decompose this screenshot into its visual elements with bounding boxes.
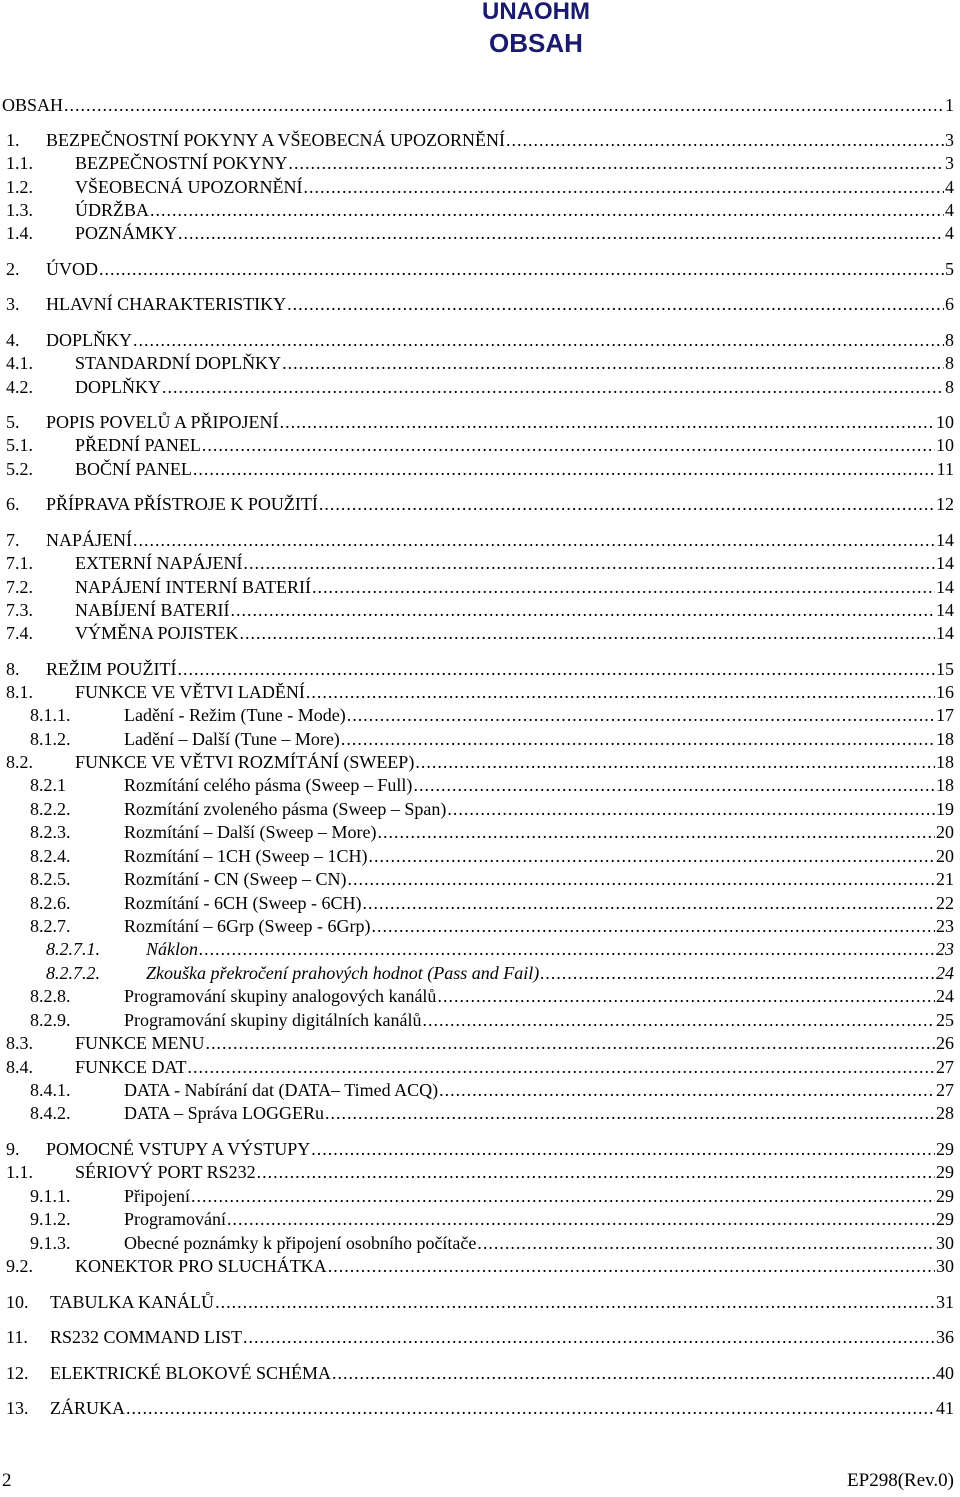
toc-entry[interactable] bbox=[6, 127, 954, 151]
toc-entry-title: Programování skupiny digitálních kanálů bbox=[124, 1010, 422, 1030]
toc-entry[interactable] bbox=[6, 1159, 954, 1183]
toc-entry-title: Programování bbox=[124, 1209, 226, 1229]
toc-leader-dots bbox=[99, 258, 944, 280]
toc-entry[interactable] bbox=[6, 1324, 954, 1348]
toc-entry-title: RS232 COMMAND LIST bbox=[50, 1327, 243, 1347]
toc-entry[interactable] bbox=[2, 92, 954, 116]
toc-entry-page: 27 bbox=[936, 1057, 954, 1077]
toc-leader-dots bbox=[177, 658, 935, 680]
toc-entry[interactable] bbox=[6, 749, 954, 773]
toc-entry-title: POPIS POVELŮ A PŘIPOJENÍ bbox=[46, 412, 279, 432]
toc-leader-dots bbox=[319, 493, 935, 515]
toc-entry-title: DATA - Nabírání dat (DATA– Timed ACQ) bbox=[124, 1080, 439, 1100]
toc-entry-title: Zkouška překročení prahových hodnot (Pass and Fail) bbox=[146, 963, 540, 983]
toc-entry-page: 27 bbox=[936, 1080, 954, 1100]
toc-leader-dots bbox=[477, 1232, 935, 1254]
toc-entry-title: BEZPEČNOSTNÍ POKYNY A VŠEOBECNÁ UPOZORNĚNÍ bbox=[46, 130, 506, 150]
toc-entry-number: 8.2.1 bbox=[30, 775, 66, 795]
toc-entry-title: VŠEOBECNÁ UPOZORNĚNÍ bbox=[75, 177, 303, 197]
toc-entry-page: 29 bbox=[936, 1209, 954, 1229]
toc-entry-number: 7.1. bbox=[6, 553, 33, 573]
toc-entry[interactable] bbox=[6, 491, 954, 515]
toc-entry-page: 24 bbox=[936, 963, 954, 983]
toc-entry-title: Připojení bbox=[124, 1186, 190, 1206]
toc-entry-page: 23 bbox=[936, 916, 954, 936]
toc-entry-title: DATA – Správa LOGGERu bbox=[124, 1103, 325, 1123]
toc-entry-number: 8.2. bbox=[6, 752, 33, 772]
toc-entry-number: 4. bbox=[6, 330, 20, 350]
toc-entry[interactable] bbox=[6, 1253, 954, 1277]
toc-leader-dots bbox=[439, 1079, 935, 1101]
toc-entry-title: Ladění – Další (Tune – More) bbox=[124, 729, 340, 749]
toc-entry-number: 9.2. bbox=[6, 1256, 33, 1276]
toc-entry[interactable] bbox=[30, 726, 954, 750]
toc-entry[interactable] bbox=[6, 1360, 954, 1384]
toc-entry-title: TABULKA KANÁLŮ bbox=[50, 1292, 215, 1312]
toc-entry-page: 10 bbox=[936, 412, 954, 432]
toc-entry[interactable] bbox=[46, 960, 954, 984]
toc-entry-number: 1.1. bbox=[6, 153, 33, 173]
toc-entry[interactable] bbox=[6, 574, 954, 598]
toc-entry-title: SÉRIOVÝ PORT RS232 bbox=[75, 1162, 256, 1182]
toc-entry-page: 4 bbox=[945, 177, 954, 197]
toc-entry[interactable] bbox=[6, 1395, 954, 1419]
toc-leader-dots bbox=[341, 728, 935, 750]
toc-entry-page: 40 bbox=[936, 1363, 954, 1383]
toc-leader-dots bbox=[540, 962, 935, 984]
toc-entry-number: 5. bbox=[6, 412, 20, 432]
toc-entry-title: FUNKCE DAT bbox=[75, 1057, 187, 1077]
toc-entry-page: 29 bbox=[936, 1186, 954, 1206]
toc-entry-page: 6 bbox=[945, 294, 954, 314]
toc-entry-number: 8.2.8. bbox=[30, 986, 71, 1006]
toc-entry[interactable] bbox=[6, 350, 954, 374]
toc-entry[interactable] bbox=[6, 220, 954, 244]
toc-leader-dots bbox=[306, 681, 935, 703]
toc-entry-number: 9.1.2. bbox=[30, 1209, 71, 1229]
toc-entry-page: 21 bbox=[936, 869, 954, 889]
toc-entry-page: 20 bbox=[936, 822, 954, 842]
toc-entry[interactable] bbox=[30, 866, 954, 890]
toc-entry-number: 8.2.9. bbox=[30, 1010, 71, 1030]
toc-entry-title: FUNKCE VE VĚTVI LADĚNÍ bbox=[75, 682, 305, 702]
toc-leader-dots bbox=[280, 411, 935, 433]
footer-page-number: 2 bbox=[2, 1470, 12, 1491]
toc-entry-title: REŽIM POUŽITÍ bbox=[46, 659, 177, 679]
toc-entry-page: 14 bbox=[936, 577, 954, 597]
toc-leader-dots bbox=[243, 552, 935, 574]
toc-leader-dots bbox=[304, 176, 944, 198]
toc-entry-title: ZÁRUKA bbox=[50, 1398, 125, 1418]
toc-entry[interactable] bbox=[6, 150, 954, 174]
toc-entry-number: 6. bbox=[6, 494, 20, 514]
toc-leader-dots bbox=[377, 821, 935, 843]
toc-entry-number: 1.4. bbox=[6, 223, 33, 243]
toc-entry-number: 1. bbox=[6, 130, 20, 150]
toc-entry-number: 8.1.2. bbox=[30, 729, 71, 749]
toc-entry-title: EXTERNÍ NAPÁJENÍ bbox=[75, 553, 243, 573]
toc-entry-title: BOČNÍ PANEL bbox=[75, 459, 192, 479]
toc-entry-number: 1.2. bbox=[6, 177, 33, 197]
toc-leader-dots bbox=[150, 199, 944, 221]
toc-entry[interactable] bbox=[6, 1030, 954, 1054]
toc-entry-number: 8.4.2. bbox=[30, 1103, 71, 1123]
toc-leader-dots bbox=[206, 1032, 935, 1054]
toc-entry-number: 10. bbox=[6, 1292, 29, 1312]
toc-leader-dots bbox=[368, 845, 935, 867]
toc-entry-page: 1 bbox=[945, 95, 954, 115]
toc-leader-dots bbox=[311, 1138, 935, 1160]
toc-entry-page: 19 bbox=[936, 799, 954, 819]
toc-entry[interactable] bbox=[6, 656, 954, 680]
toc-entry-number: 3. bbox=[6, 294, 20, 314]
toc-entry-page: 3 bbox=[945, 153, 954, 173]
toc-leader-dots bbox=[332, 1362, 935, 1384]
toc-leader-dots bbox=[362, 892, 935, 914]
toc-entry-number: 9.1.1. bbox=[30, 1186, 71, 1206]
toc-entry-number: 8.2.7. bbox=[30, 916, 71, 936]
toc-entry-page: 18 bbox=[936, 729, 954, 749]
toc-entry-number: 8.2.7.1. bbox=[46, 939, 100, 959]
toc-entry[interactable] bbox=[6, 197, 954, 221]
toc-entry[interactable] bbox=[6, 597, 954, 621]
toc-entry-page: 20 bbox=[936, 846, 954, 866]
toc-leader-dots bbox=[243, 1326, 935, 1348]
toc-entry-title: DOPLŇKY bbox=[75, 377, 162, 397]
toc-entry-number: 11. bbox=[6, 1327, 28, 1347]
toc-entry-page: 8 bbox=[945, 377, 954, 397]
toc-entry[interactable] bbox=[30, 702, 954, 726]
toc-leader-dots bbox=[282, 352, 944, 374]
toc-entry-page: 16 bbox=[936, 682, 954, 702]
toc-entry-title: STANDARDNÍ DOPLŇKY bbox=[75, 353, 282, 373]
toc-entry-page: 18 bbox=[936, 775, 954, 795]
toc-entry-title: Obecné poznámky k připojení osobního počítače bbox=[124, 1233, 477, 1253]
toc-entry-title: BEZPEČNOSTNÍ POKYNY bbox=[75, 153, 288, 173]
toc-entry-page: 22 bbox=[936, 893, 954, 913]
toc-entry[interactable] bbox=[30, 1007, 954, 1031]
toc-entry-title: NAPÁJENÍ INTERNÍ BATERIÍ bbox=[75, 577, 311, 597]
toc-leader-dots bbox=[347, 868, 935, 890]
toc-entry-page: 17 bbox=[936, 705, 954, 725]
toc-entry-title: Rozmítání - CN (Sweep – CN) bbox=[124, 869, 347, 889]
toc-leader-dots bbox=[191, 1185, 935, 1207]
toc-entry-title: Ladění - Režim (Tune - Mode) bbox=[124, 705, 346, 725]
toc-entry-page: 26 bbox=[936, 1033, 954, 1053]
toc-leader-dots bbox=[447, 798, 935, 820]
toc-entry-number: 8.2.5. bbox=[30, 869, 71, 889]
toc-entry[interactable] bbox=[6, 550, 954, 574]
toc-entry-title: NAPÁJENÍ bbox=[46, 530, 133, 550]
toc-entry-page: 18 bbox=[936, 752, 954, 772]
toc-entry[interactable] bbox=[6, 1136, 954, 1160]
toc-entry[interactable] bbox=[30, 1077, 954, 1101]
toc-entry-page: 14 bbox=[936, 623, 954, 643]
toc-entry[interactable] bbox=[6, 432, 954, 456]
toc-entry-number: 8.4.1. bbox=[30, 1080, 71, 1100]
toc-entry[interactable] bbox=[30, 1206, 954, 1230]
toc-entry-title: ELEKTRICKÉ BLOKOVÉ SCHÉMA bbox=[50, 1363, 331, 1383]
toc-entry-page: 36 bbox=[936, 1327, 954, 1347]
toc-entry[interactable] bbox=[6, 374, 954, 398]
toc-entry-number: 5.1. bbox=[6, 435, 33, 455]
toc-entry-page: 8 bbox=[945, 353, 954, 373]
toc-entry-number: 1.1. bbox=[6, 1162, 33, 1182]
toc-entry-number: 12. bbox=[6, 1363, 29, 1383]
page-title: OBSAH bbox=[489, 28, 583, 58]
toc-entry-page: 8 bbox=[945, 330, 954, 350]
toc-entry-number: 8.1. bbox=[6, 682, 33, 702]
toc-entry-page: 5 bbox=[945, 259, 954, 279]
toc-leader-dots bbox=[347, 704, 935, 726]
toc-entry-title: Rozmítání – 6Grp (Sweep - 6Grp) bbox=[124, 916, 371, 936]
toc-leader-dots bbox=[422, 1009, 935, 1031]
toc-entry-number: 1.3. bbox=[6, 200, 33, 220]
toc-leader-dots bbox=[64, 94, 944, 116]
toc-leader-dots bbox=[133, 329, 944, 351]
toc-entry-number: 4.1. bbox=[6, 353, 33, 373]
toc-entry[interactable] bbox=[30, 1230, 954, 1254]
toc-leader-dots bbox=[289, 152, 944, 174]
header-brand: UNAOHM bbox=[482, 0, 590, 25]
toc-leader-dots bbox=[328, 1255, 935, 1277]
toc-entry-number: 8.2.6. bbox=[30, 893, 71, 913]
toc-entry-number: 7.3. bbox=[6, 600, 33, 620]
toc-entry-number: 8.1.1. bbox=[30, 705, 71, 725]
toc-leader-dots bbox=[231, 599, 936, 621]
toc-leader-dots bbox=[413, 774, 935, 796]
toc-entry[interactable] bbox=[30, 796, 954, 820]
toc-entry-title: Náklon bbox=[146, 939, 198, 959]
toc-leader-dots bbox=[437, 985, 935, 1007]
toc-entry-number: 8.2.7.2. bbox=[46, 963, 100, 983]
toc-entry-page: 11 bbox=[936, 459, 954, 479]
toc-leader-dots bbox=[133, 529, 935, 551]
toc-entry[interactable] bbox=[6, 1289, 954, 1313]
toc-entry-page: 4 bbox=[945, 223, 954, 243]
toc-entry-title: KONEKTOR PRO SLUCHÁTKA bbox=[75, 1256, 327, 1276]
toc-entry[interactable] bbox=[6, 174, 954, 198]
toc-entry-page: 15 bbox=[936, 659, 954, 679]
toc-entry[interactable] bbox=[6, 409, 954, 433]
toc-entry[interactable] bbox=[6, 256, 954, 280]
toc-leader-dots bbox=[287, 293, 944, 315]
toc-entry-title: DOPLŇKY bbox=[46, 330, 133, 350]
toc-entry-title: ÚVOD bbox=[46, 259, 98, 279]
toc-entry-number: 9. bbox=[6, 1139, 20, 1159]
toc-entry-title: Programování skupiny analogových kanálů bbox=[124, 986, 437, 1006]
toc-leader-dots bbox=[199, 938, 935, 960]
toc-entry[interactable] bbox=[30, 843, 954, 867]
toc-entry-number: 8.2.4. bbox=[30, 846, 71, 866]
toc-leader-dots bbox=[162, 376, 944, 398]
toc-entry-title: POZNÁMKY bbox=[75, 223, 178, 243]
toc-leader-dots bbox=[312, 576, 935, 598]
toc-entry-number: 7.4. bbox=[6, 623, 33, 643]
toc-entry-number: 8.4. bbox=[6, 1057, 33, 1077]
toc-entry-number: 2. bbox=[6, 259, 20, 279]
toc-entry[interactable] bbox=[30, 772, 954, 796]
toc-entry[interactable] bbox=[6, 291, 954, 315]
toc-entry[interactable] bbox=[6, 327, 954, 351]
toc-entry-number: 13. bbox=[6, 1398, 29, 1418]
toc-entry-title: Rozmítání - 6CH (Sweep - 6CH) bbox=[124, 893, 362, 913]
toc-leader-dots bbox=[240, 622, 935, 644]
toc-entry-number: 8.2.2. bbox=[30, 799, 71, 819]
toc-entry[interactable] bbox=[30, 913, 954, 937]
toc-entry-number: 4.2. bbox=[6, 377, 33, 397]
toc-leader-dots bbox=[178, 222, 944, 244]
toc-entry-number: OBSAH bbox=[2, 95, 64, 115]
toc-entry-number: 9.1.3. bbox=[30, 1233, 71, 1253]
toc-leader-dots bbox=[325, 1102, 935, 1124]
toc-leader-dots bbox=[188, 1056, 935, 1078]
toc-entry[interactable] bbox=[30, 890, 954, 914]
toc-entry[interactable] bbox=[6, 620, 954, 644]
toc-entry-title: NABÍJENÍ BATERIÍ bbox=[75, 600, 230, 620]
toc-entry[interactable] bbox=[6, 1054, 954, 1078]
toc-entry-page: 4 bbox=[945, 200, 954, 220]
toc-entry-title: VÝMĚNA POJISTEK bbox=[75, 623, 239, 643]
toc-entry-title: Rozmítání zvoleného pásma (Sweep – Span) bbox=[124, 799, 447, 819]
toc-entry-page: 41 bbox=[936, 1398, 954, 1418]
toc-entry-page: 23 bbox=[936, 939, 954, 959]
toc-entry-page: 25 bbox=[936, 1010, 954, 1030]
toc-entry-page: 10 bbox=[936, 435, 954, 455]
toc-entry-title: ÚDRŽBA bbox=[75, 200, 150, 220]
toc-entry[interactable] bbox=[30, 1100, 954, 1124]
toc-entry[interactable] bbox=[6, 527, 954, 551]
toc-entry[interactable] bbox=[6, 456, 954, 480]
toc-entry-title: PŘÍPRAVA PŘÍSTROJE K POUŽITÍ bbox=[46, 494, 318, 514]
toc-entry-number: 5.2. bbox=[6, 459, 33, 479]
toc-entry-title: PŘEDNÍ PANEL bbox=[75, 435, 201, 455]
toc-entry-number: 8. bbox=[6, 659, 20, 679]
toc-leader-dots bbox=[415, 751, 935, 773]
toc-entry-title: Rozmítání celého pásma (Sweep – Full) bbox=[124, 775, 413, 795]
toc-entry-title: FUNKCE MENU bbox=[75, 1033, 205, 1053]
toc-entry-page: 14 bbox=[936, 530, 954, 550]
toc-entry-page: 30 bbox=[936, 1233, 954, 1253]
toc-leader-dots bbox=[227, 1208, 935, 1230]
toc-entry-number: 8.3. bbox=[6, 1033, 33, 1053]
toc-entry-page: 14 bbox=[936, 553, 954, 573]
toc-entry-page: 29 bbox=[936, 1162, 954, 1182]
toc-entry-page: 3 bbox=[945, 130, 954, 150]
toc-leader-dots bbox=[215, 1291, 935, 1313]
toc-entry[interactable] bbox=[30, 819, 954, 843]
toc-entry-page: 30 bbox=[936, 1256, 954, 1276]
toc-entry-page: 31 bbox=[936, 1292, 954, 1312]
toc-entry[interactable] bbox=[30, 1183, 954, 1207]
footer-doc-code: EP298(Rev.0) bbox=[847, 1470, 954, 1491]
toc-entry-page: 12 bbox=[936, 494, 954, 514]
toc-entry-title: FUNKCE VE VĚTVI ROZMÍTÁNÍ (SWEEP) bbox=[75, 752, 415, 772]
toc-entry-number: 7.2. bbox=[6, 577, 33, 597]
toc-leader-dots bbox=[506, 129, 944, 151]
toc-leader-dots bbox=[257, 1161, 935, 1183]
toc-entry-title: HLAVNÍ CHARAKTERISTIKY bbox=[46, 294, 287, 314]
toc-leader-dots bbox=[126, 1397, 935, 1419]
toc-entry-page: 24 bbox=[936, 986, 954, 1006]
toc-leader-dots bbox=[193, 458, 936, 480]
toc-entry-number: 8.2.3. bbox=[30, 822, 71, 842]
toc-entry-page: 29 bbox=[936, 1139, 954, 1159]
toc-entry[interactable] bbox=[6, 679, 954, 703]
toc-entry-page: 28 bbox=[936, 1103, 954, 1123]
toc-entry-title: Rozmítání – 1CH (Sweep – 1CH) bbox=[124, 846, 368, 866]
toc-leader-dots bbox=[371, 915, 935, 937]
toc-entry-title: POMOCNÉ VSTUPY A VÝSTUPY bbox=[46, 1139, 311, 1159]
toc-entry-title: Rozmítání – Další (Sweep – More) bbox=[124, 822, 377, 842]
toc-entry-page: 14 bbox=[936, 600, 954, 620]
toc-leader-dots bbox=[202, 434, 935, 456]
toc-entry[interactable] bbox=[46, 936, 954, 960]
toc-entry-number: 7. bbox=[6, 530, 20, 550]
toc-entry[interactable] bbox=[30, 983, 954, 1007]
